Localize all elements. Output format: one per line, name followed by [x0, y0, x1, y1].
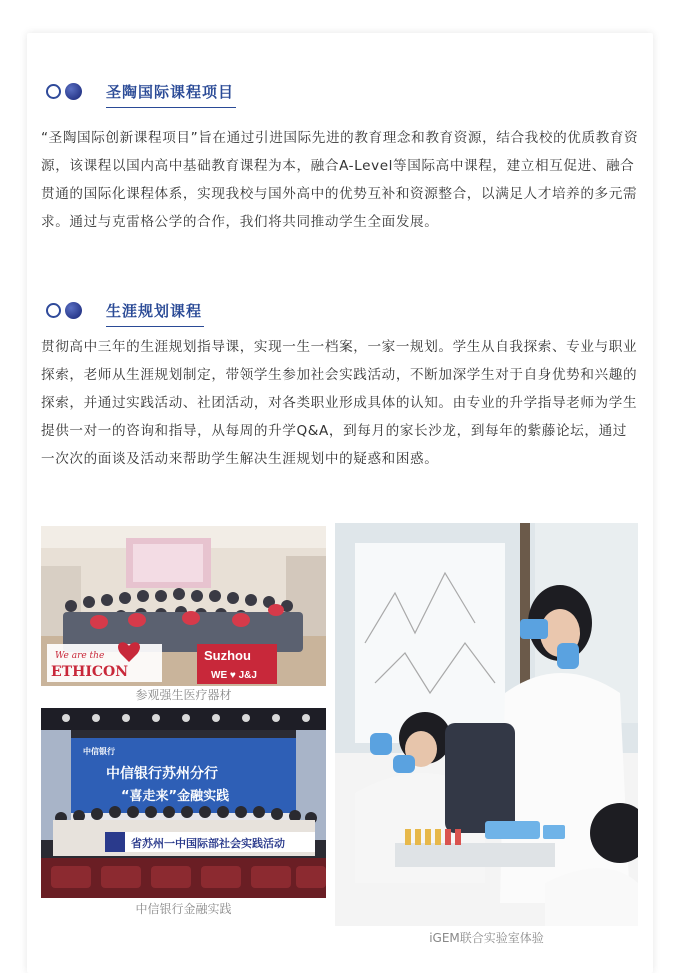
section-title-career: 生涯规划课程	[106, 300, 204, 327]
svg-text:ETHICON: ETHICON	[51, 664, 128, 680]
svg-text:“喜走来”金融实践: “喜走来”金融实践	[121, 789, 230, 804]
svg-text:We are the: We are the	[55, 651, 105, 661]
circle-outline-icon	[46, 303, 61, 318]
svg-text:中信银行苏州分行: 中信银行苏州分行	[106, 766, 218, 782]
photo-jnj-visit	[41, 526, 326, 686]
group-photo-illustration	[41, 526, 326, 686]
section-header-career	[46, 297, 204, 324]
svg-text:省苏州一中国际部社会实践活动: 省苏州一中国际部社会实践活动	[131, 837, 285, 850]
svg-text:中信银行: 中信银行	[83, 747, 115, 756]
photo-igem-lab	[335, 523, 638, 926]
lab-photo-illustration	[335, 523, 638, 926]
photo-citic-bank	[41, 708, 326, 898]
circle-outline-icon	[46, 84, 61, 99]
bank-group-photo-illustration	[41, 708, 326, 898]
caption-jnj-visit: 参观强生医疗器材	[135, 688, 232, 702]
section-title-international: 圣陶国际课程项目	[106, 81, 236, 108]
circle-filled-icon	[65, 83, 82, 100]
section-header-international	[46, 78, 236, 105]
caption-igem-lab: iGEM联合实验室体验	[429, 931, 544, 945]
circle-filled-icon	[65, 302, 82, 319]
svg-text:WE ♥ J&J: WE ♥ J&J	[211, 670, 257, 681]
svg-text:Suzhou: Suzhou	[204, 648, 251, 663]
section-body-career: 贯彻高中三年的生涯规划指导课，实现一生一档案，一家一规划。学生从自我探索、专业与职业探索，老师从生涯规划制定，带领学生参加社会实践活动，不断加深学生对于自身优势和兴趣的探索，并通过实践活动、社团活动，对各类职业形成具体的认知。由专业的升学指导老师为学生提供一对一的咨询和指导，从每周的升学Q&A，到每月的家长沙龙，到每年的紫藤论坛，通过一次次的面谈及活动来帮助学生解决生涯规划中的疑惑和困惑。	[41, 339, 638, 467]
section-body-international: “圣陶国际创新课程项目”旨在通过引进国际先进的教育理念和教育资源，结合我校的优质教育资源，该课程以国内高中基础教育课程为本，融合A-Level等国际高中课程，建立相互促进、融合贯通的国际化课程体系，实现我校与国外高中的优势互补和资源整合，以满足人才培养的多元需求。通过与克雷格公学的合作，我们将共同推动学生全面发展。	[41, 130, 639, 230]
caption-citic-bank: 中信银行金融实践	[135, 902, 232, 916]
section-marker-icon	[46, 302, 92, 319]
section-marker-icon	[46, 83, 92, 100]
